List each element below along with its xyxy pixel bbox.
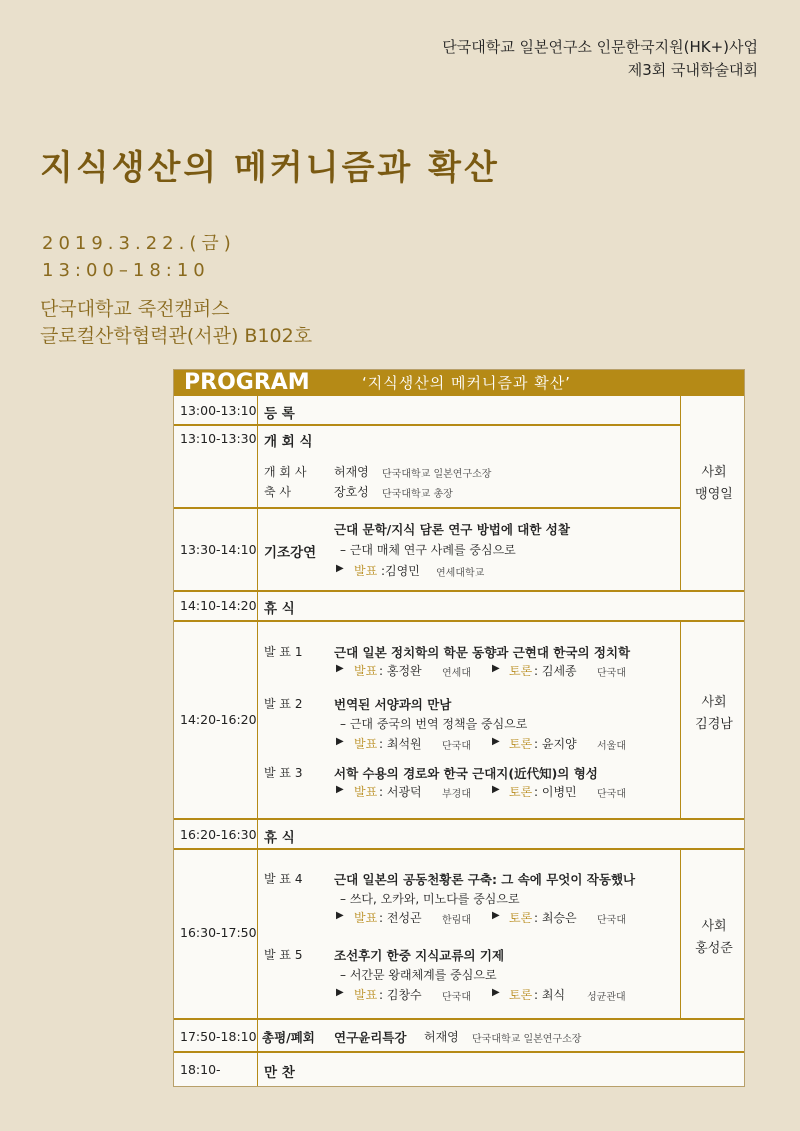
closing-speaker-affiliation: 단국대학교 일본연구소장 <box>472 1034 582 1045</box>
presenter-label: 발표 <box>354 737 378 751</box>
closing-speaker-name: 허재영 <box>424 1030 459 1044</box>
discussant-affiliation: 단국대 <box>597 789 626 800</box>
discussant-name: : 이병민 <box>534 785 577 799</box>
row-title: 휴 식 <box>264 830 295 846</box>
presentation-label: 발 표 3 <box>264 766 303 780</box>
discussant-label: 토론 <box>509 988 533 1002</box>
program-label: PROGRAM <box>184 370 310 395</box>
presentation-title: 번역된 서양과의 만남 <box>334 697 452 712</box>
triangle-right-icon: ▶ <box>492 784 500 795</box>
moderator-label: 사회 <box>701 465 727 480</box>
moderator-name: 홍성준 <box>695 941 733 956</box>
triangle-right-icon: ▶ <box>336 663 344 674</box>
moderator-3 <box>682 916 746 960</box>
presenter-label: 발표 <box>354 988 378 1002</box>
discussant-name: : 김세종 <box>534 664 577 678</box>
program-header <box>174 370 744 396</box>
discussant-affiliation: 서울대 <box>597 741 626 752</box>
opening-address-name: 허재영 <box>334 465 369 479</box>
triangle-right-icon: ▶ <box>336 736 344 747</box>
triangle-right-icon: ▶ <box>336 910 344 921</box>
moderator-column-divider <box>680 850 681 1020</box>
venue-line-1: 단국대학교 죽전캠퍼스 <box>40 298 230 320</box>
presenter-affiliation: 한림대 <box>442 915 471 926</box>
keynote-subtitle: – 근대 매체 연구 사례를 중심으로 <box>340 543 516 557</box>
row-time: 16:20-16:30 <box>180 827 257 842</box>
discussant-label: 토론 <box>509 737 533 751</box>
presentation-label: 발 표 1 <box>264 645 303 659</box>
closing-lecture: 연구윤리특강 <box>334 1030 407 1045</box>
triangle-right-icon: ▶ <box>492 910 500 921</box>
triangle-right-icon: ▶ <box>336 784 344 795</box>
row-divider <box>174 590 744 592</box>
discussant-name: : 최승은 <box>534 911 577 925</box>
row-title: 등 록 <box>264 406 295 422</box>
moderator-2 <box>682 692 746 736</box>
row-time: 16:30-17:50 <box>180 925 257 940</box>
presenter-name: : 홍정완 <box>379 664 422 678</box>
program-theme: ‘지식생산의 메커니즘과 확산’ <box>362 374 571 392</box>
moderator-column-divider <box>680 622 681 820</box>
presenter-affiliation: 단국대 <box>442 992 471 1003</box>
page-title: 지식생산의 메커니즘과 확산 <box>40 148 500 188</box>
presenter-affiliation: 단국대 <box>442 741 471 752</box>
opening-address-role: 개 회 사 <box>264 465 307 479</box>
presentation-label: 발 표 4 <box>264 872 303 886</box>
presentation-title: 서학 수용의 경로와 한국 근대지(近代知)의 형성 <box>334 766 598 781</box>
congratulatory-affiliation: 단국대학교 총장 <box>382 489 453 500</box>
organizer-line-1: 단국대학교 일본연구소 인문한국지원(HK+)사업 <box>442 38 758 56</box>
venue-line-2: 글로컬산학협력관(서관) B102호 <box>40 325 313 347</box>
moderator-label: 사회 <box>701 919 727 934</box>
discussant-name: : 윤지양 <box>534 737 577 751</box>
congratulatory-name: 장호성 <box>334 485 369 499</box>
opening-address-affiliation: 단국대학교 일본연구소장 <box>382 469 492 480</box>
event-time: 13:00–18:10 <box>42 260 210 281</box>
row-divider <box>174 1051 744 1053</box>
row-time: 13:10-13:30 <box>180 431 257 446</box>
presenter-affiliation: 부경대 <box>442 789 471 800</box>
discussant-affiliation: 성균관대 <box>587 992 626 1003</box>
triangle-right-icon: ▶ <box>492 987 500 998</box>
event-date: 2019.3.22.(금) <box>42 233 236 254</box>
triangle-right-icon: ▶ <box>492 736 500 747</box>
moderator-label: 사회 <box>701 695 727 710</box>
row-time: 14:10-14:20 <box>180 598 257 613</box>
presenter-name: : 최석원 <box>379 737 422 751</box>
row-time: 13:30-14:10 <box>180 542 257 557</box>
discussant-affiliation: 단국대 <box>597 668 626 679</box>
keynote-title: 근대 문학/지식 담론 연구 방법에 대한 성찰 <box>334 522 570 537</box>
event-venue <box>40 296 312 350</box>
time-column-divider <box>257 396 258 1086</box>
presentation-title: 근대 일본 정치학의 학문 동향과 근현대 한국의 정치학 <box>334 645 631 660</box>
row-title: 만 찬 <box>264 1065 295 1081</box>
moderator-name: 맹영일 <box>695 487 733 502</box>
row-title: 기조강연 <box>264 545 317 561</box>
presenter-name: : 김창수 <box>379 988 422 1002</box>
presentation-subtitle: – 서간문 왕래체계를 중심으로 <box>340 968 497 982</box>
presentation-title: 조선후기 한중 지식교류의 기제 <box>334 948 505 963</box>
row-divider <box>174 818 744 820</box>
presentation-subtitle: – 근대 중국의 번역 정책을 중심으로 <box>340 717 528 731</box>
row-time: 13:00-13:10 <box>180 403 257 418</box>
program-table <box>173 369 745 1087</box>
discussant-name: : 최식 <box>534 988 566 1002</box>
row-title: 총평/폐회 <box>262 1030 315 1045</box>
presenter-label: 발표 <box>354 785 378 799</box>
row-title: 휴 식 <box>264 601 295 617</box>
discussant-label: 토론 <box>509 911 533 925</box>
presenter-label: 발표 <box>354 911 378 925</box>
row-divider <box>174 507 680 509</box>
triangle-right-icon: ▶ <box>336 987 344 998</box>
presentation-title: 근대 일본의 공동천황론 구축: 그 속에 무엇이 작동했나 <box>334 872 636 887</box>
row-time: 18:10- <box>180 1062 221 1077</box>
moderator-name: 김경남 <box>695 717 733 732</box>
congratulatory-role: 축 사 <box>264 485 291 499</box>
organizer-info <box>442 36 758 82</box>
presentation-label: 발 표 5 <box>264 948 303 962</box>
discussant-affiliation: 단국대 <box>597 915 626 926</box>
event-datetime <box>42 230 236 284</box>
presenter-name: : 전성곤 <box>379 911 422 925</box>
discussant-label: 토론 <box>509 785 533 799</box>
triangle-right-icon: ▶ <box>492 663 500 674</box>
row-divider <box>174 1018 744 1020</box>
row-divider <box>174 848 744 850</box>
presentation-subtitle: – 쓰다, 오카와, 미노다를 중심으로 <box>340 892 520 906</box>
presentation-label: 발 표 2 <box>264 697 303 711</box>
presenter-name: : 서광덕 <box>379 785 422 799</box>
presenter-affiliation: 연세대학교 <box>436 568 485 579</box>
presenter-affiliation: 연세대 <box>442 668 471 679</box>
presenter-label: 발표 <box>354 564 378 578</box>
row-time: 17:50-18:10 <box>180 1029 257 1044</box>
presenter-label: 발표 <box>354 664 378 678</box>
moderator-column-divider <box>680 396 681 592</box>
moderator-1 <box>682 462 746 506</box>
triangle-right-icon: ▶ <box>336 563 344 574</box>
row-title: 개 회 식 <box>264 434 313 450</box>
organizer-line-2: 제3회 국내학술대회 <box>627 61 758 79</box>
row-divider <box>174 424 680 426</box>
discussant-label: 토론 <box>509 664 533 678</box>
presenter-name: :김영민 <box>381 564 420 578</box>
row-time: 14:20-16:20 <box>180 712 257 727</box>
row-divider <box>174 620 744 622</box>
